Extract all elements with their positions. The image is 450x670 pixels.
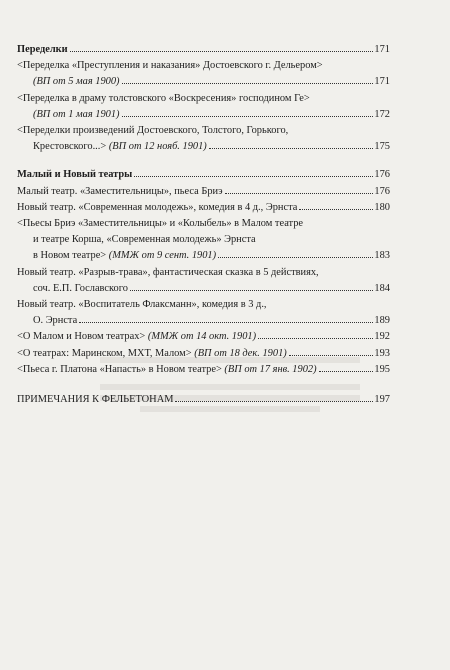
leader-dots	[122, 116, 374, 117]
toc-page-number: 180	[374, 201, 390, 213]
toc-page-number: 197	[374, 394, 390, 406]
toc-entry-title-cont: Крестовского...>	[33, 141, 107, 153]
toc-entry-title: <Пьесы Бриэ «Заместительницы» и «Колыбель» в Малом театре	[17, 218, 304, 230]
toc-entry-notes[interactable]	[17, 392, 390, 408]
toc-entry[interactable]	[17, 346, 390, 362]
toc-entry[interactable]	[17, 123, 390, 155]
toc-entry-title-cont: в Новом театре>	[33, 250, 107, 262]
leader-dots	[79, 322, 373, 323]
toc-page-number: 183	[374, 250, 390, 262]
toc-page-number: 171	[374, 44, 390, 55]
toc-entry-title-cont: и театре Корша, «Современная молодежь» Эрнста	[33, 234, 256, 246]
toc-entry[interactable]	[17, 91, 390, 123]
toc-page-number: 195	[374, 363, 390, 375]
toc-entry-source: (ВП от 12 нояб. 1901)	[108, 141, 207, 153]
toc-entry-source: (ВП от 17 янв. 1902)	[224, 363, 317, 375]
toc-entry-title-cont: О. Эрнста	[33, 315, 78, 327]
toc-entry-title: <Переделка «Преступления и наказания» Достоевского г. Дельером>	[17, 60, 323, 72]
toc-page-number: 175	[374, 141, 390, 153]
toc-section-title: ПРИМЕЧАНИЯ К ФЕЛЬЕТОНАМ	[17, 394, 174, 406]
toc-entry-source: (ВП от 18 дек. 1901)	[194, 347, 287, 359]
leader-dots	[218, 257, 373, 258]
toc-entry-title: <Переделки произведений Достоевского, Толстого, Горького,	[17, 125, 289, 137]
table-of-contents	[17, 42, 390, 408]
toc-entry-title: Новый театр. «Разрыв-трава», фантастическая сказка в 5 действиях,	[17, 266, 319, 278]
toc-entry-title: Малый театр. «Заместительницы», пьеса Бриэ	[17, 185, 223, 197]
toc-entry[interactable]	[17, 58, 390, 90]
toc-entry-section-peredelki[interactable]	[17, 42, 390, 58]
toc-entry-title: <Переделка в драму толстовского «Воскресения» господином Ге>	[17, 92, 310, 104]
toc-section-title: Малый и Новый театры	[17, 169, 133, 181]
toc-entry-section-malyi-novyi[interactable]	[17, 167, 390, 183]
toc-entry-title: <Пьеса г. Платона «Напасть» в Новом театре>	[17, 363, 222, 375]
toc-page-number: 189	[374, 315, 390, 327]
leader-dots	[289, 355, 374, 356]
toc-entry[interactable]	[17, 362, 390, 378]
leader-dots	[175, 401, 373, 402]
toc-entry-source: (ВП от 1 мая 1901)	[33, 108, 120, 120]
toc-entry[interactable]	[17, 297, 390, 329]
toc-entry-source: (ВП от 5 мая 1900)	[33, 76, 120, 88]
leader-dots	[319, 371, 374, 372]
leader-dots	[225, 193, 374, 194]
toc-page-number: 172	[374, 108, 390, 120]
toc-entry[interactable]	[17, 216, 390, 265]
leader-dots	[209, 148, 374, 149]
toc-section-title: Переделки	[17, 44, 68, 55]
leader-dots	[70, 51, 374, 52]
toc-entry-title: <О Малом и Новом театрах>	[17, 331, 146, 343]
toc-page-number: 176	[374, 169, 390, 181]
toc-entry-source: (ММЖ от 14 окт. 1901)	[147, 331, 257, 343]
leader-dots	[122, 83, 374, 84]
toc-page-number: 171	[374, 76, 390, 88]
toc-page-number: 184	[374, 282, 390, 294]
leader-dots	[130, 290, 373, 291]
toc-entry[interactable]	[17, 329, 390, 345]
toc-page-number: 192	[374, 331, 390, 343]
toc-entry-title: Новый театр. «Современная молодежь», комедия в 4 д., Эрнста	[17, 201, 298, 213]
leader-dots	[134, 176, 373, 177]
toc-page-number: 193	[374, 347, 390, 359]
toc-page-number: 176	[374, 185, 390, 197]
toc-entry[interactable]	[17, 184, 390, 200]
toc-entry[interactable]	[17, 265, 390, 297]
toc-entry-source: (ММЖ от 9 сент. 1901)	[108, 250, 217, 262]
leader-dots	[299, 209, 373, 210]
toc-entry-title: <О театрах: Маринском, МХТ, Малом>	[17, 347, 192, 359]
toc-entry-title: Новый театр. «Воспитатель Флаксманн», комедия в 3 д.,	[17, 299, 267, 311]
toc-entry-title-cont: соч. Е.П. Гославского	[33, 282, 128, 294]
leader-dots	[258, 338, 373, 339]
toc-entry[interactable]	[17, 200, 390, 216]
